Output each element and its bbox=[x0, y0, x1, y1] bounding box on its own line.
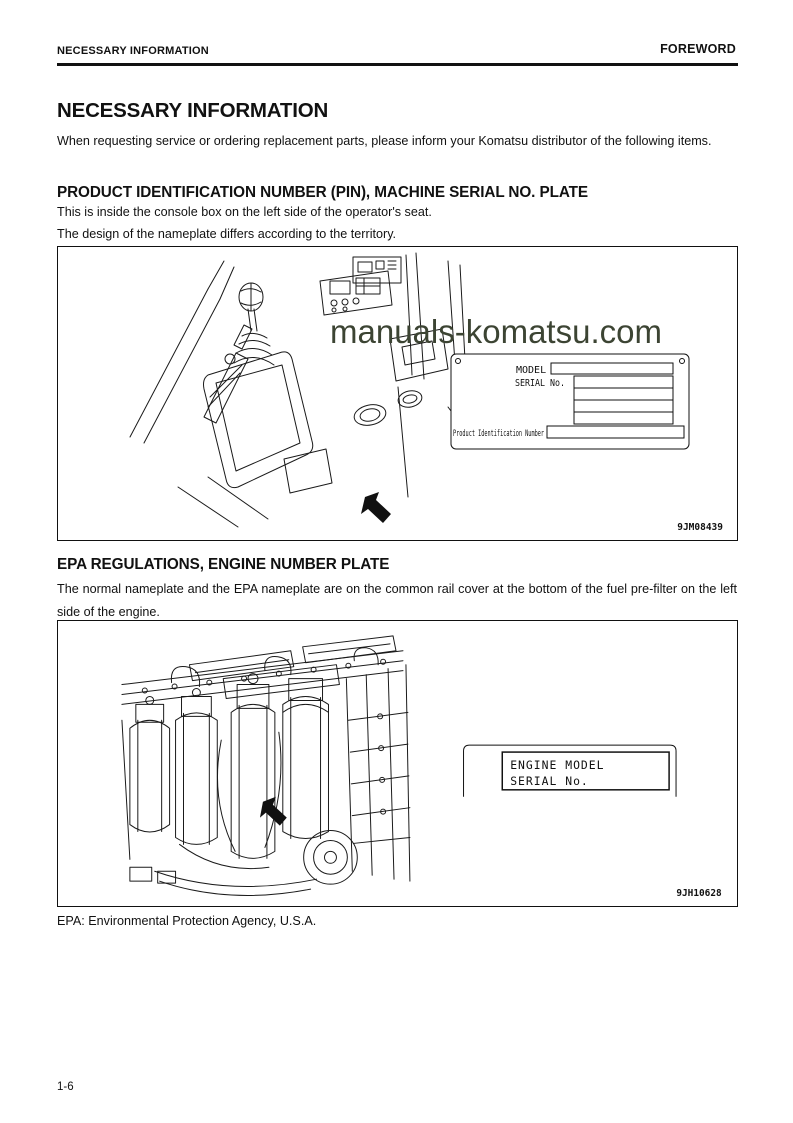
screw-hole-icon bbox=[456, 359, 461, 364]
pin-body-line-1: This is inside the console box on the left side of the operator's seat. bbox=[57, 205, 432, 219]
epa-body: The normal nameplate and the EPA nameplate are on the common rail cover at the bottom of the fuel pre-filter on the left side of the engine. bbox=[57, 582, 737, 619]
pin-field bbox=[547, 426, 684, 438]
pin-nameplate bbox=[451, 354, 689, 449]
serial-field bbox=[574, 412, 673, 424]
figure-pin-plate bbox=[57, 246, 738, 541]
serial-field bbox=[574, 376, 673, 388]
section-heading-pin: PRODUCT IDENTIFICATION NUMBER (PIN), MACHINE SERIAL NO. PLATE bbox=[57, 184, 588, 201]
figure-engine-plate-svg bbox=[58, 621, 737, 906]
epa-footnote: EPA: Environmental Protection Agency, U.S.A. bbox=[57, 914, 317, 928]
serial-field bbox=[574, 400, 673, 412]
pin-body-line-2: The design of the nameplate differs according to the territory. bbox=[57, 227, 397, 241]
engine-model-label: ENGINE MODEL bbox=[510, 757, 605, 772]
serial-field bbox=[574, 388, 673, 400]
figure-pin-plate-svg bbox=[58, 247, 737, 540]
figure-code: 9JM08439 bbox=[677, 522, 723, 533]
serial-label: SERIAL No. bbox=[515, 378, 565, 389]
page-number: 1-6 bbox=[57, 1081, 74, 1093]
watermark-text: manuals-komatsu.com bbox=[330, 313, 662, 350]
figure-engine-plate bbox=[57, 620, 738, 907]
engine-serial-label: SERIAL No. bbox=[510, 773, 589, 788]
model-label: MODEL bbox=[516, 365, 547, 376]
pin-label: Product Identification Number bbox=[453, 429, 545, 439]
header-rule bbox=[57, 63, 738, 66]
pointer-arrow-icon bbox=[361, 492, 391, 523]
running-header-chapter: FOREWORD bbox=[660, 42, 736, 56]
figure-code: 9JH10628 bbox=[676, 888, 722, 900]
console-line-art bbox=[130, 253, 478, 527]
screw-hole-icon bbox=[680, 359, 685, 364]
engine-nameplate bbox=[464, 745, 677, 797]
section-heading-epa: EPA REGULATIONS, ENGINE NUMBER PLATE bbox=[57, 556, 390, 573]
page-title: NECESSARY INFORMATION bbox=[57, 99, 329, 122]
intro-paragraph: When requesting service or ordering replacement parts, please inform your Komatsu distributor of the following items. bbox=[57, 134, 712, 148]
engine-line-art bbox=[122, 636, 410, 896]
running-header-section: NECESSARY INFORMATION bbox=[57, 45, 209, 57]
model-field bbox=[551, 363, 673, 374]
